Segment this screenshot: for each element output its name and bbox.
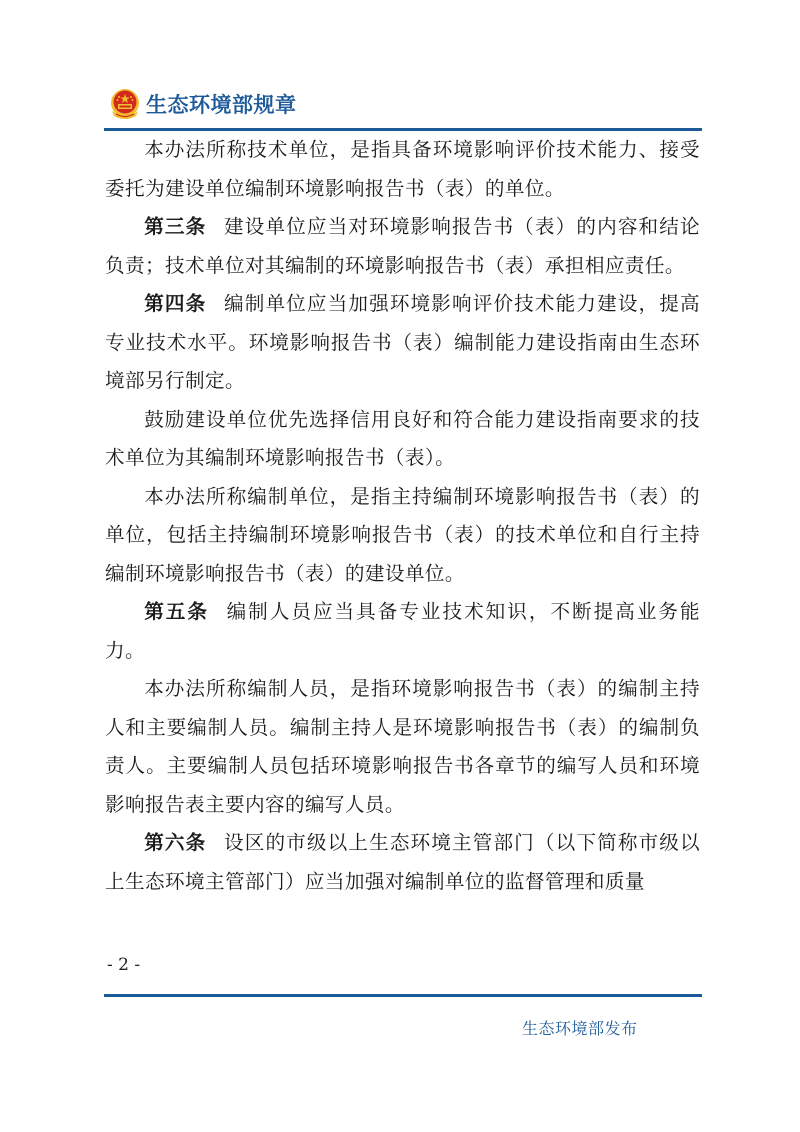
paragraph-compiling-unit-definition	[105, 478, 700, 594]
footer-divider	[104, 994, 702, 997]
paragraph-text: 本办法所称编制人员，是指环境影响报告书（表）的编制主持人和主要编制人员。编制主持人是环境影响报告书（表）的编制负责人。主要编制人员包括环境影响报告书各章节的编写人员和环境影响报告表主要内容的编写人员。	[105, 677, 700, 816]
paragraph-text: 编制单位应当加强环境影响评价技术能力建设，提高专业技术水平。环境影响报告书（表）编制能力建设指南由生态环境部另行制定。	[105, 292, 700, 392]
paragraph-text: 本办法所称技术单位，是指具备环境影响评价技术能力、接受委托为建设单位编制环境影响报告书（表）的单位。	[105, 138, 700, 200]
paragraph-text: 本办法所称编制单位，是指主持编制环境影响报告书（表）的单位，包括主持编制环境影响报告书（表）的技术单位和自行主持编制环境影响报告书（表）的建设单位。	[105, 484, 700, 585]
article-number: 第六条	[144, 831, 207, 854]
paragraph-technical-unit-definition	[105, 131, 700, 208]
article-number: 第三条	[144, 215, 207, 238]
page-number: - 2 -	[107, 955, 141, 975]
paragraph-text: 设区的市级以上生态环境主管部门（以下简称市级以上生态环境主管部门）应当加强对编制单位的监督管理和质量	[105, 831, 700, 893]
document-body	[105, 131, 700, 901]
page-header	[108, 84, 297, 124]
article-3	[105, 208, 700, 285]
national-emblem-icon	[108, 87, 142, 121]
article-number: 第四条	[144, 292, 207, 315]
article-4	[105, 285, 700, 401]
article-6	[105, 824, 700, 901]
header-title: 生态环境部规章	[146, 93, 297, 117]
paragraph-text: 鼓励建设单位优先选择信用良好和符合能力建设指南要求的技术单位为其编制环境影响报告书（表）。	[105, 407, 700, 469]
article-number: 第五条	[144, 600, 209, 623]
paragraph-compiling-personnel-definition	[105, 670, 700, 824]
publisher-label: 生态环境部发布	[522, 1019, 638, 1038]
paragraph-text: 建设单位应当对环境影响报告书（表）的内容和结论负责；技术单位对其编制的环境影响报告书（表）承担相应责任。	[105, 215, 700, 277]
paragraph-encourage-units	[105, 401, 700, 478]
paragraph-text: 编制人员应当具备专业技术知识，不断提高业务能力。	[105, 600, 700, 662]
article-5	[105, 593, 700, 670]
